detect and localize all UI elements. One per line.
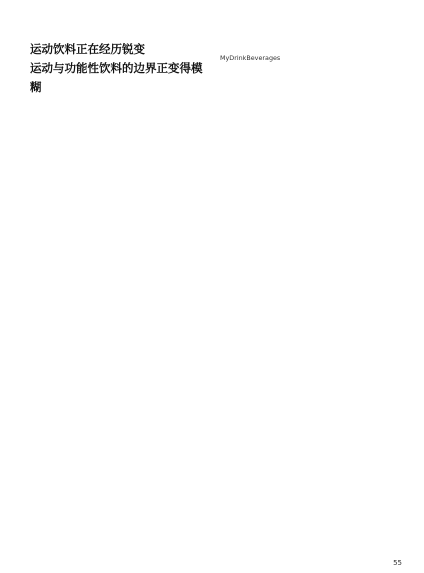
left-column — [30, 40, 212, 167]
article-credit — [220, 548, 402, 557]
section-gap — [220, 67, 402, 75]
article-title — [30, 40, 212, 97]
right-column — [220, 40, 402, 88]
brand-name: MyDrinkBeverages — [220, 54, 281, 62]
section-heading-5 — [220, 75, 402, 85]
title-line-1: 运动饮料正在经历锐变 — [30, 42, 145, 56]
left-paragraph-3 — [30, 135, 212, 145]
title-line-2: 运动与功能性饮料的边界正变得模糊 — [30, 61, 203, 94]
section-heading-4 — [220, 40, 402, 50]
left-paragraph-2 — [30, 119, 212, 129]
left-paragraph-1 — [30, 103, 212, 113]
left-paragraph-4 — [30, 151, 212, 161]
page-number: 55 — [393, 559, 402, 567]
